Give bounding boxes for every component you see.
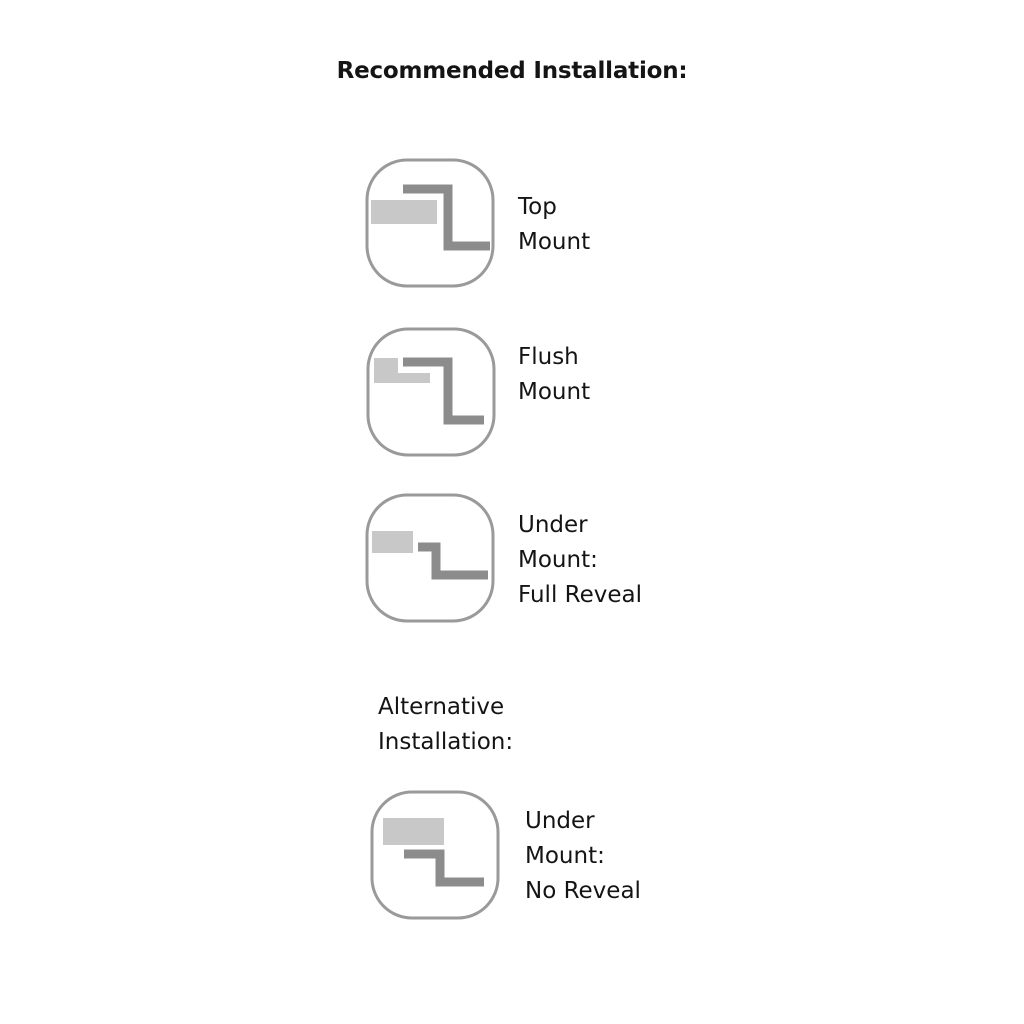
alternative-installation-heading: Alternative Installation: [378,694,514,755]
flush-mount-label: Flush Mount [518,344,591,405]
under-mount-full-reveal-icon [365,493,495,623]
recommended-installation-heading: Recommended Installation: [336,58,688,84]
under-mount-full-reveal-label: Under Mount: Full Reveal [518,512,642,608]
under-mount-no-reveal-label: Under Mount: No Reveal [525,808,641,904]
top-mount-label: Top Mount [518,194,591,255]
flush-mount-icon [366,327,496,457]
top-mount-icon [365,158,495,288]
under-mount-no-reveal-icon [370,790,500,920]
